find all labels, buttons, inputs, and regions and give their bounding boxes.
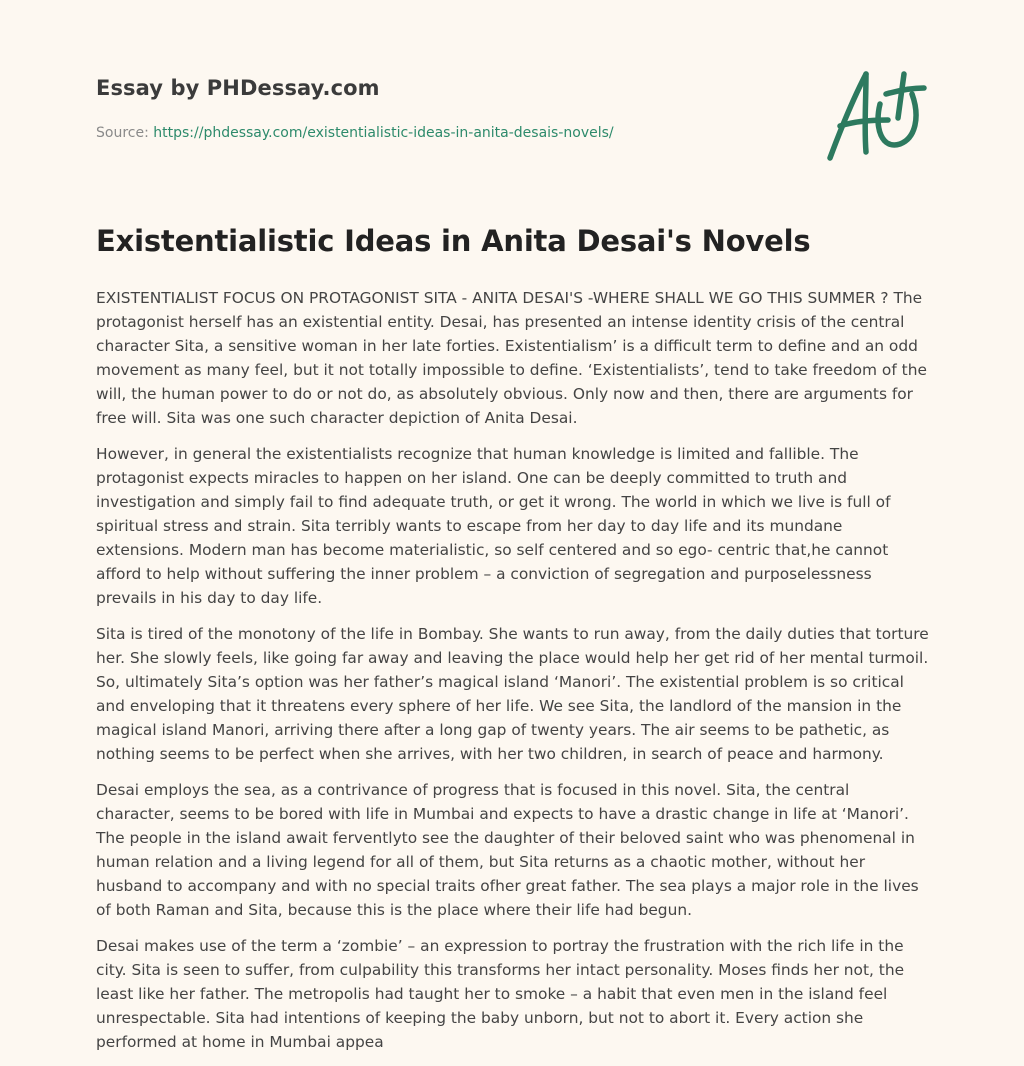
paragraph: Sita is tired of the monotony of the life in Bombay. She wants to run away, from the daily duties that torture her. She slowly feels, like going far away and leaving the place would help her get rid of her mental turmoil. So, ultimately Sita’s option was her father’s magical island ‘Manori’. The existential problem is so critical and enveloping that it threatens every sphere of her life. We see Sita, the landlord of the mansion in the magical island Manori, arriving there after a long gap of twenty years. The air seems to be pathetic, as nothing seems to be perfect when she arrives, with her two children, in search of peace and harmony. — [96, 625, 929, 763]
source-line — [96, 125, 796, 141]
source-link[interactable]: https://phdessay.com/existentialistic-ideas-in-anita-desais-novels/ — [153, 125, 614, 141]
a-plus-grade-icon — [820, 66, 930, 166]
document-body — [96, 286, 929, 1066]
source-label: Source: — [96, 125, 149, 141]
paragraph: Desai makes use of the term a ‘zombie’ – an expression to portray the frustration with the rich life in the city. Sita is seen to suffer, from culpability this transforms her intact personality. Moses finds her not, the least like her father. The metropolis had taught her to smoke – a habit that even men in the island feel unrespectable. Sita had intentions of keeping the baby unborn, but not to abort it. Every action she performed at home in Mumbai appea — [96, 937, 905, 1051]
paragraph: EXISTENTIALIST FOCUS ON PROTAGONIST SITA - ANITA DESAI'S -WHERE SHALL WE GO THIS SUMMER ? The protagonist herself has an existential entity. Desai, has presented an intense identity crisis of the central character Sita, a sensitive woman in her late forties. Existentialism’ is a difficult term to define and an odd movement as many feel, but it not totally impossible to define. ‘Existentialists’, tend to take freedom of the will, the human power to do or not do, as absolutely obvious. Only now and then, there are arguments for free will. Sita was one such character depiction of Anita Desai. — [96, 289, 927, 427]
document-title: Existentialistic Ideas in Anita Desai's Novels — [96, 224, 811, 258]
essay-header — [96, 76, 796, 141]
paragraph: However, in general the existentialists recognize that human knowledge is limited and fallible. The protagonist expects miracles to happen on her island. One can be deeply committed to truth and investigation and simply fail to find adequate truth, or get it wrong. The world in which we live is full of spiritual stress and strain. Sita terribly wants to escape from her day to day life and its mundane extensions. Modern man has become materialistic, so self centered and so ego- centric that,he cannot afford to help without suffering the inner problem – a conviction of segregation and purposelessness prevails in his day to day life. — [96, 445, 891, 607]
paragraph: Desai employs the sea, as a contrivance of progress that is focused in this novel. Sita, the central character, seems to be bored with life in Mumbai and expects to have a drastic change in life at ‘Manori’. The people in the island await ferventlyto see the daughter of their beloved saint who was phenomenal in human relation and a living legend for all of them, but Sita returns as a chaotic mother, without her husband to accompany and with no special traits ofher great father. The sea plays a major role in the lives of both Raman and Sita, because this is the place where their life had begun. — [96, 781, 919, 919]
site-brand: Essay by PHDessay.com — [96, 76, 380, 100]
